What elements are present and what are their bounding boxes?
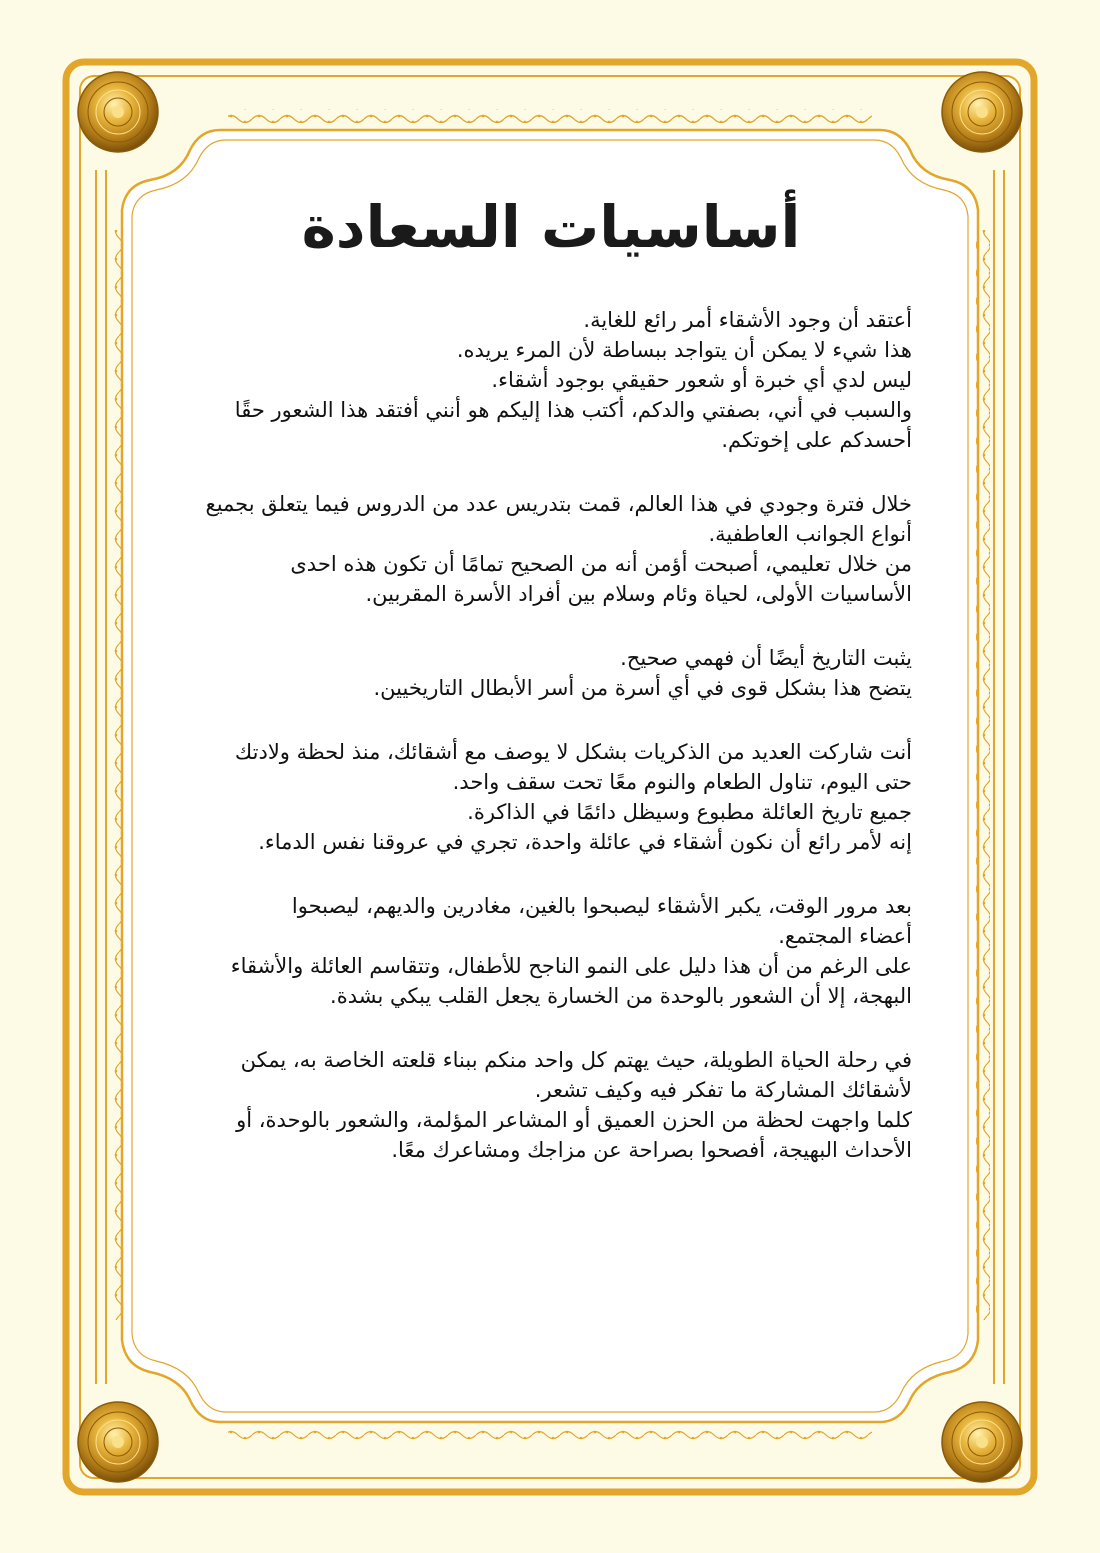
text-line: أعتقد أن وجود الأشقاء أمر رائع للغاية. [583, 308, 912, 333]
text-line: على الرغم من أن هذا دليل على النمو الناجح للأطفال، وتتقاسم العائلة والأشقاء [230, 954, 912, 979]
gold-medallion-icon [942, 72, 1022, 152]
text-line: في رحلة الحياة الطويلة، حيث يهتم كل واحد منكم ببناء قلعته الخاصة به، يمكن [240, 1048, 912, 1073]
text-line: الأساسيات الأولى، لحياة وئام وسلام بين أفراد الأسرة المقربين. [365, 582, 912, 607]
text-line: كلما واجهت لحظة من الحزن العميق أو المشاعر المؤلمة، والشعور بالوحدة، أو [236, 1108, 912, 1133]
text-line: بعد مرور الوقت، يكبر الأشقاء ليصبحوا بالغين، مغادرين والديهم، ليصبحوا [291, 894, 912, 919]
gold-medallion-icon [942, 1402, 1022, 1482]
paragraph [190, 305, 912, 455]
text-line: جميع تاريخ العائلة مطبوع وسيظل دائمًا في الذاكرة. [467, 800, 912, 825]
gold-medallion-icon [78, 72, 158, 152]
text-line: ليس لدي أي خبرة أو شعور حقيقي بوجود أشقاء. [491, 368, 912, 393]
text-line: يثبت التاريخ أيضًا أن فهمي صحيح. [620, 646, 912, 671]
paragraph [190, 737, 912, 857]
paragraph [190, 643, 912, 703]
text-line: أنت شاركت العديد من الذكريات بشكل لا يوصف مع أشقائك، منذ لحظة ولادتك [234, 740, 912, 765]
text-line: يتضح هذا بشكل قوى في أي أسرة من أسر الأبطال التاريخيين. [373, 676, 912, 701]
text-line: الأحداث البهيجة، أفصحوا بصراحة عن مزاجك ومشاعرك معًا. [391, 1138, 912, 1163]
text-line: هذا شيء لا يمكن أن يتواجد ببساطة لأن المرء يريده. [456, 338, 912, 363]
text-line: البهجة، إلا أن الشعور بالوحدة من الخسارة يجعل القلب يبكي بشدة. [330, 984, 912, 1009]
document-body [190, 190, 912, 1199]
gold-medallion-icon [78, 1402, 158, 1482]
text-line: لأشقائك المشاركة ما تفكر فيه وكيف تشعر. [534, 1078, 912, 1103]
text-line: أحسدكم على إخوتكم. [721, 428, 912, 453]
text-line: حتى اليوم، تناول الطعام والنوم معًا تحت سقف واحد. [452, 770, 912, 795]
paragraph [190, 489, 912, 609]
text-line: أنواع الجوانب العاطفية. [708, 522, 912, 547]
text-line: إنه لأمر رائع أن نكون أشقاء في عائلة واحدة، تجري في عروقنا نفس الدماء. [258, 830, 912, 855]
paragraph [190, 1045, 912, 1165]
text-line: أعضاء المجتمع. [778, 924, 912, 949]
page-title: أساسيات السعادة [301, 193, 801, 261]
text-line: خلال فترة وجودي في هذا العالم، قمت بتدريس عدد من الدروس فيما يتعلق بجميع [205, 492, 912, 517]
paragraph [190, 891, 912, 1011]
text-line: من خلال تعليمي، أصبحت أؤمن أنه من الصحيح تمامًا أن تكون هذه احدى [290, 552, 912, 577]
text-line: والسبب في أني، بصفتي والدكم، أكتب هذا إليكم هو أنني أفتقد هذا الشعور حقًا [234, 398, 912, 423]
